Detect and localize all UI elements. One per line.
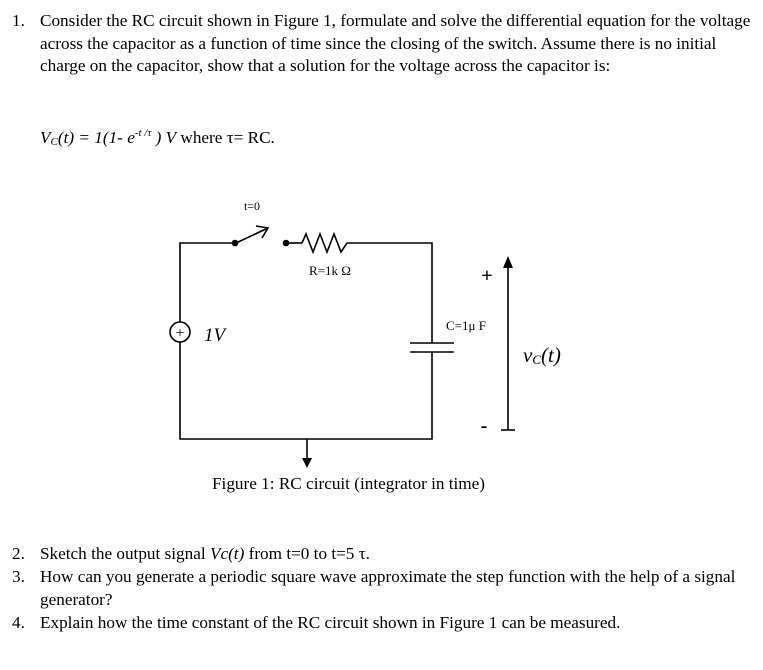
eq-sub: C [50, 136, 58, 148]
capacitor-label: C=1μ F [446, 318, 486, 333]
wire-right-top [347, 243, 432, 343]
resistor-label: R=1k Ω [309, 263, 351, 278]
question-text: How can you generate a periodic square wave approximate the step function with the help of a signal generator? [40, 567, 736, 609]
minus-sign: - [480, 415, 488, 437]
source-polarity: + [175, 325, 185, 342]
source-label: 1V [204, 325, 226, 346]
eq-v: V [40, 128, 51, 147]
output-sub: C [532, 352, 541, 367]
output-v: v [523, 343, 533, 367]
question-3 [12, 566, 752, 611]
wire-right-bottom [180, 342, 432, 439]
question-text: Consider the RC circuit shown in Figure 1, formulate and solve the differential equation for the voltage across the capacitor as a function of time since the closing of the switch. Assume there is no initial charge on the capacitor, show that a solution for the voltage across the capacitor is: [40, 11, 751, 75]
wire-left [180, 243, 232, 322]
ground-arrow-head [302, 458, 312, 468]
plus-sign: + [481, 265, 493, 287]
eq-tail: where τ= RC. [176, 128, 275, 147]
question-4 [12, 612, 752, 635]
question-text: Explain how the time constant of the RC circuit shown in Figure 1 can be measured. [40, 613, 621, 632]
figure-caption: Figure 1: RC circuit (integrator in time) [212, 474, 486, 493]
question-text [40, 543, 752, 566]
eq-mid: ) V [151, 128, 177, 147]
q2-text-after: from t=0 to t=5 τ. [244, 544, 370, 563]
question-2 [12, 543, 752, 566]
question-number: 2. [12, 544, 25, 563]
question-number: 3. [12, 567, 25, 586]
q2-text-before: Sketch the output signal [40, 544, 210, 563]
question-number: 4. [12, 613, 25, 632]
switch-label: t=0 [243, 199, 261, 213]
eq-exponent: -t /τ [134, 127, 152, 139]
output-arrow-head [503, 256, 513, 268]
resistor [302, 234, 347, 252]
q2-variable: Vc(t) [209, 544, 245, 563]
question-number: 1. [12, 11, 25, 30]
output-voltage-label [523, 343, 561, 367]
output-arg: (t) [541, 343, 561, 367]
eq-arg: (t) = 1(1- e [57, 128, 135, 147]
